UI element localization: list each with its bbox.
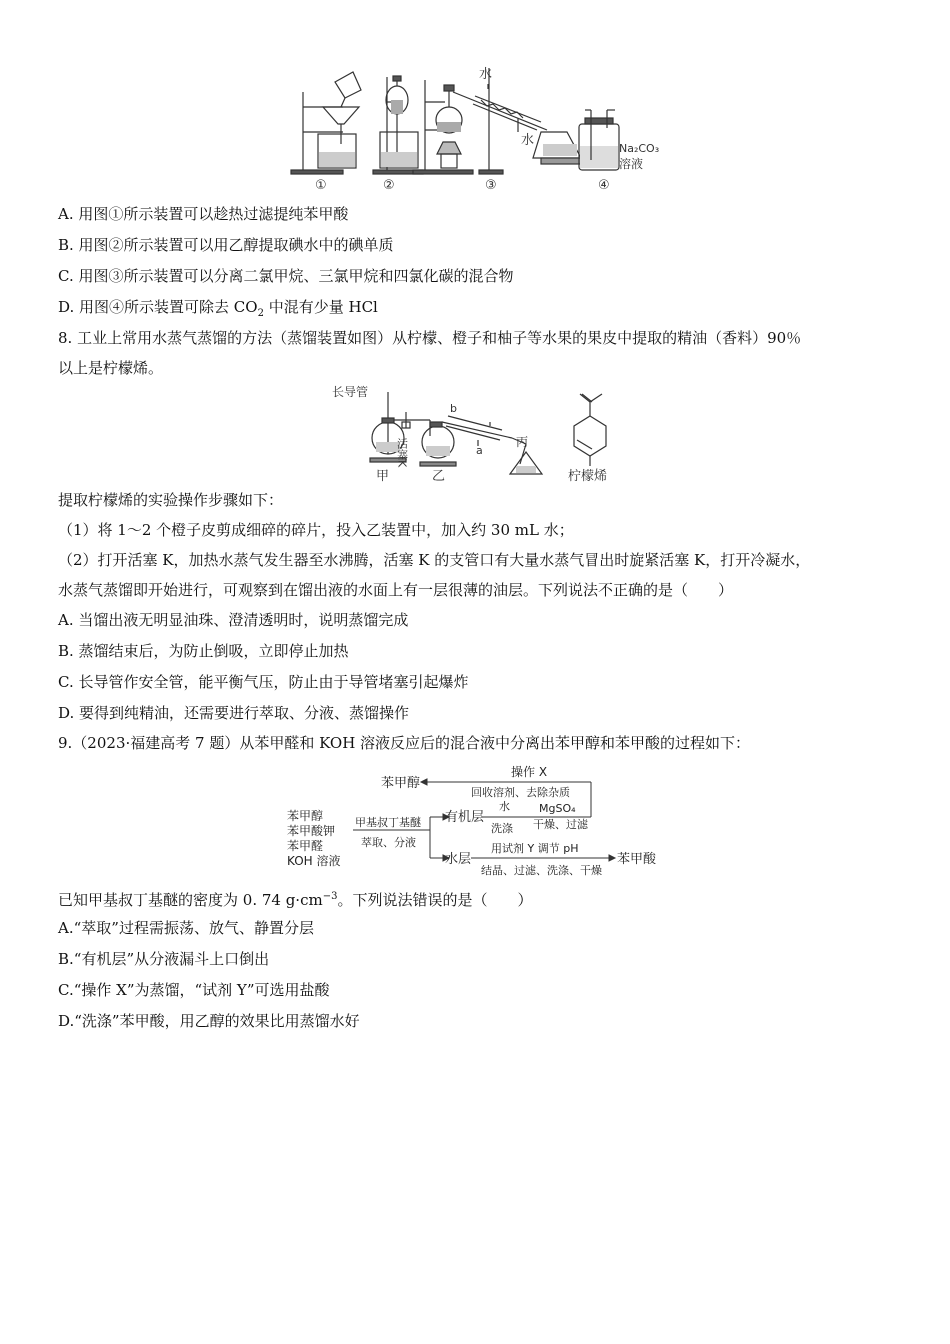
product-benzyl-alcohol: 苯甲醇 [381, 776, 421, 791]
figure-label-3: ③ [485, 178, 497, 193]
figure-label-2: ② [383, 178, 395, 193]
aqueous-layer: 水层 [445, 852, 472, 867]
q9-option-a: A.“萃取”过程需振荡、放气、静置分层 [58, 919, 314, 937]
q9-option-c: C.“操作 X”为蒸馏，“试剂 Y”可选用盐酸 [58, 981, 330, 999]
label-bing: 丙 [516, 435, 529, 449]
mgso4-label: MgSO₄ [539, 802, 576, 815]
label-a: a [476, 444, 483, 457]
q9-density-text: 已知甲基叔丁基醚的密度为 0. 74 g·cm [58, 891, 323, 909]
mixture-1: 苯甲醇 [287, 809, 324, 823]
q8-option-a: A. 当馏出液无明显油珠、澄清透明时，说明蒸馏完成 [58, 611, 409, 629]
label-jia: 甲 [376, 469, 390, 484]
steam-distillation-figure [330, 382, 630, 486]
q9-density-sup: −3 [322, 891, 338, 902]
q8-option-b: B. 蒸馏结束后，为防止倒吸，立即停止加热 [58, 642, 349, 660]
dry-filter-label: 干燥、过滤 [533, 818, 588, 831]
q7-option-d-tail: 中混有少量 HCl [263, 298, 378, 316]
q7-option-d-text: D. 用图④所示装置可除去 CO [58, 298, 258, 316]
apparatus-figure-q7 [285, 62, 670, 194]
q8-option-c: C. 长导管作安全管，能平衡气压，防止由于导管堵塞引起爆炸 [58, 673, 469, 691]
q8-stem-line2: 以上是柠檬烯。 [58, 359, 164, 377]
q7-option-d-sub: 2 [257, 308, 264, 319]
q8-option-d: D. 要得到纯精油，还需要进行萃取、分液、蒸馏操作 [58, 704, 410, 722]
reagent-label-2: 溶液 [619, 157, 644, 171]
mixture-2: 苯甲酸钾 [287, 824, 336, 838]
wash-label: 洗涤 [491, 822, 513, 835]
q9-option-d: D.“洗涤”苯甲酸，用乙醇的效果比用蒸馏水好 [58, 1012, 360, 1030]
apparatus-3 [413, 68, 583, 174]
q7-option-b: B. 用图②所示装置可以用乙醇提取碘水中的碘单质 [58, 236, 394, 254]
q9-stem: 9.（2023·福建高考 7 题）从苯甲醛和 KOH 溶液反应后的混合液中分离出苯甲醇和苯甲酸的过程如下： [58, 734, 751, 752]
organic-layer: 有机层 [445, 810, 485, 825]
mixture-4: KOH 溶液 [287, 854, 341, 868]
q8-stem-line1: 8. 工业上常用水蒸气蒸馏的方法（蒸馏装置如图）从柠檬、橙子和柚子等水果的果皮中提取的精油（香料）90％ [58, 329, 802, 347]
label-yi: 乙 [432, 469, 446, 484]
reagent-y-label: 用试剂 Y 调节 pH [491, 842, 579, 855]
reagent-label-1: Na₂CO₃ [619, 142, 660, 155]
q8-step1: （1）将 1～2 个橙子皮剪成细碎的碎片，投入乙装置中，加入约 30 mL 水； [58, 521, 574, 539]
figure-label-1: ① [315, 178, 327, 193]
water-label: 水 [499, 800, 510, 813]
q9-option-b: B.“有机层”从分液漏斗上口倒出 [58, 950, 270, 968]
q7-option-d [58, 297, 378, 324]
apparatus-2 [373, 76, 423, 174]
extract-label: 萃取、分液 [361, 836, 416, 849]
figure-label-4: ④ [598, 178, 610, 193]
crystal-label: 结晶、过滤、洗涤、干燥 [481, 864, 602, 877]
solvent-label: 甲基叔丁基醚 [355, 816, 421, 829]
separation-flowchart [285, 760, 675, 880]
long-tube-label: 长导管 [332, 385, 369, 399]
q8-steps-intro: 提取柠檬烯的实验操作步骤如下： [58, 491, 284, 509]
mixture-3: 苯甲醛 [287, 839, 324, 853]
label-b: b [450, 402, 457, 415]
apparatus-4 [579, 110, 619, 170]
q8-step2-line1: （2）打开活塞 K，加热水蒸气发生器至水沸腾，活塞 K 的支管口有大量水蒸气冒出时旋紧活塞 K，打开冷凝水， [58, 551, 811, 569]
water-label-top: 水 [479, 67, 493, 82]
apparatus-1 [291, 72, 361, 174]
q7-option-a: A. 用图①所示装置可以趁热过滤提纯苯甲酸 [58, 205, 349, 223]
q9-density-tail: 。下列说法错误的是（ ） [337, 891, 533, 909]
limonene-label: 柠檬烯 [568, 469, 608, 484]
q7-option-c: C. 用图③所示装置可以分离二氯甲烷、三氯甲烷和四氯化碳的混合物 [58, 267, 514, 285]
stopcock-label: 活塞K [395, 438, 409, 468]
water-label-bottom: 水 [521, 133, 535, 148]
q8-step2-line2: 水蒸气蒸馏即开始进行，可观察到在馏出液的水面上有一层很薄的油层。下列说法不正确的是（ ） [58, 581, 734, 599]
recover-solvent: 回收溶剂、去除杂质 [471, 786, 570, 799]
product-benzoic-acid: 苯甲酸 [617, 852, 657, 867]
q9-density [58, 887, 532, 910]
operation-x: 操作 X [511, 765, 548, 779]
